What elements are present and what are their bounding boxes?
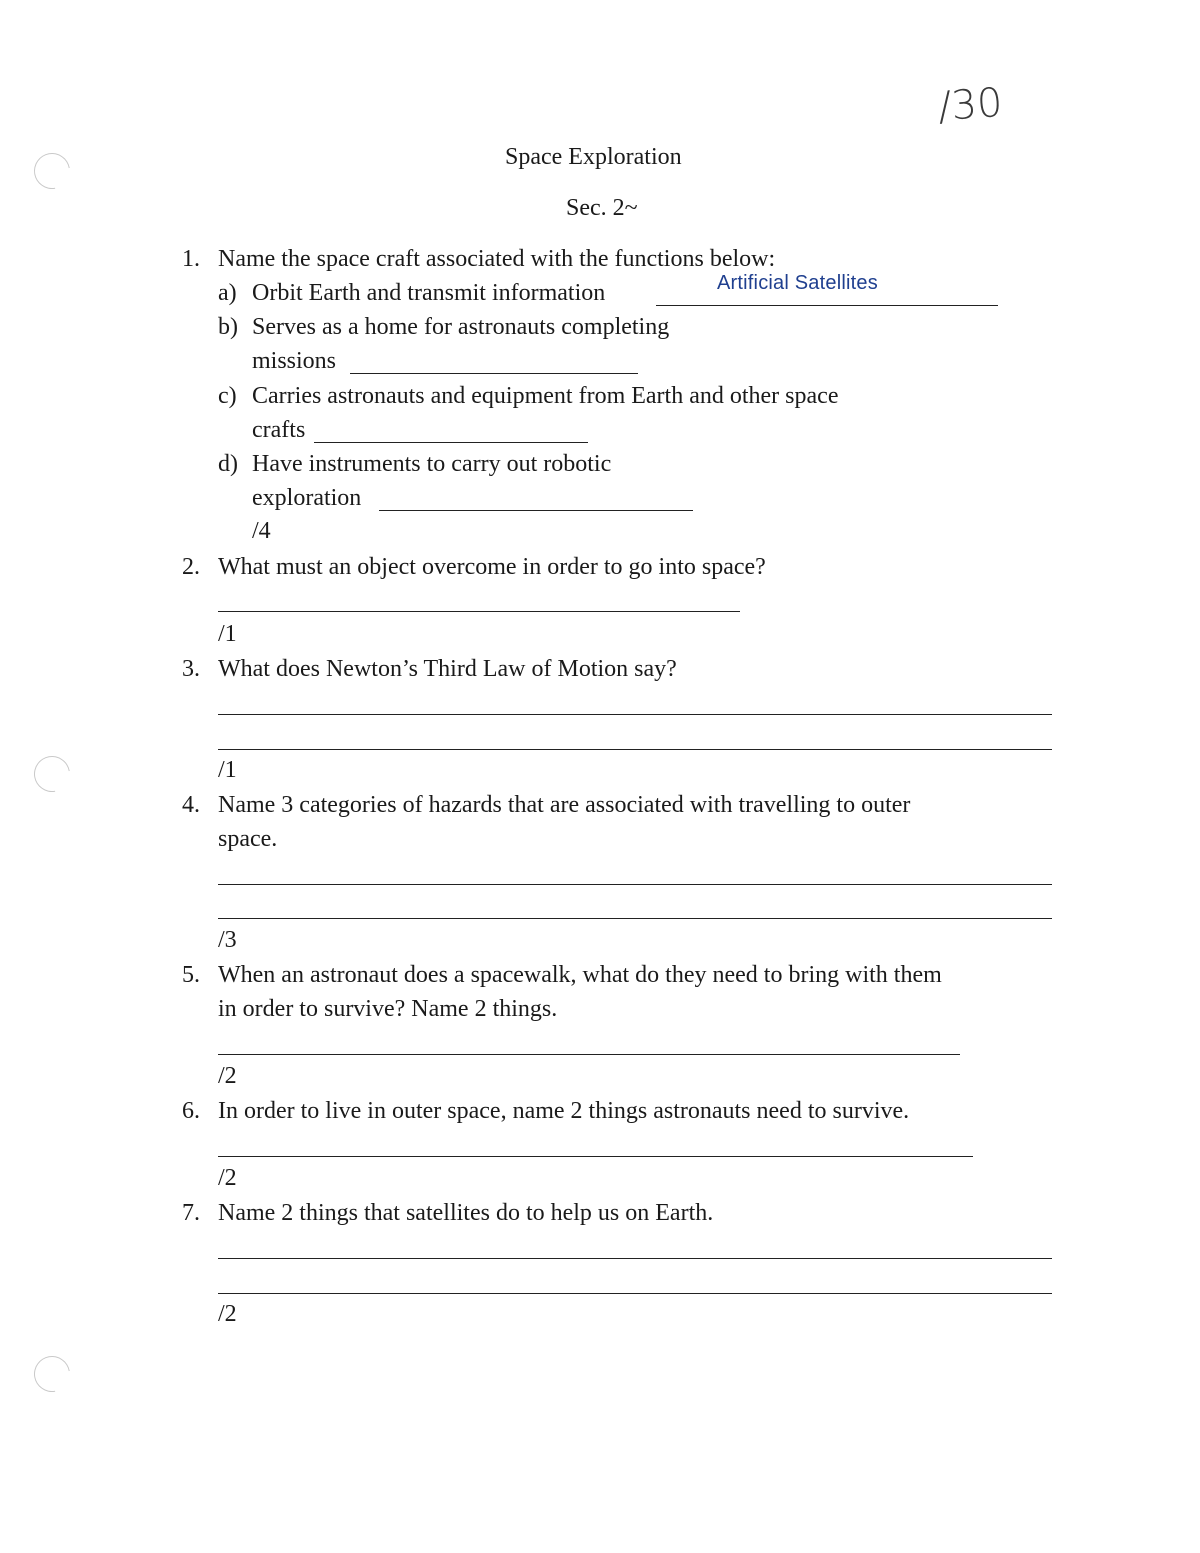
section-label: Sec. 2~ [566, 195, 638, 221]
q1d-answer-line[interactable] [379, 510, 693, 511]
q2-score: /1 [218, 621, 237, 647]
q5-answer-line[interactable] [218, 1054, 960, 1055]
q5-number: 5. [182, 962, 200, 988]
q1c-answer-line[interactable] [314, 442, 588, 443]
q1c-label: c) [218, 383, 237, 409]
q1b-answer-line[interactable] [350, 373, 638, 374]
q1a-answer-text[interactable]: Artificial Satellites [717, 272, 878, 294]
q6-answer-line[interactable] [218, 1156, 973, 1157]
q4-text-line1: Name 3 categories of hazards that are associated with travelling to outer [218, 792, 911, 818]
q7-answer-line-2[interactable] [218, 1293, 1052, 1294]
q1b-text-line2: missions [252, 348, 337, 374]
q2-answer-line[interactable] [218, 611, 740, 612]
q2-text: What must an object overcome in order to go into space? [218, 554, 766, 580]
q4-number: 4. [182, 792, 200, 818]
binder-hole-middle [27, 749, 77, 799]
q1b-text-line1: Serves as a home for astronauts completing [252, 314, 670, 340]
q6-text: In order to live in outer space, name 2 things astronauts need to survive. [218, 1098, 910, 1124]
q7-number: 7. [182, 1200, 200, 1226]
q3-score: /1 [218, 757, 237, 783]
q1a-text: Orbit Earth and transmit information [252, 280, 606, 306]
total-score-mark: /30 [936, 79, 1004, 131]
q7-text: Name 2 things that satellites do to help us on Earth. [218, 1200, 714, 1226]
q4-answer-line-1[interactable] [218, 884, 1052, 885]
q6-score: /2 [218, 1165, 237, 1191]
q7-answer-line-1[interactable] [218, 1258, 1052, 1259]
worksheet-title: Space Exploration [505, 144, 682, 170]
q2-number: 2. [182, 554, 200, 580]
q1a-label: a) [218, 280, 237, 306]
q1c-text-line2: crafts [252, 417, 306, 443]
q1d-text-line1: Have instruments to carry out robotic [252, 451, 612, 477]
q1d-label: d) [218, 451, 238, 477]
q1a-answer-line [656, 305, 998, 306]
q1-number: 1. [182, 246, 200, 272]
q7-score: /2 [218, 1301, 237, 1327]
q6-number: 6. [182, 1098, 200, 1124]
q4-answer-line-2[interactable] [218, 918, 1052, 919]
q3-number: 3. [182, 656, 200, 682]
q3-text: What does Newton’s Third Law of Motion say? [218, 656, 677, 682]
q3-answer-line-2[interactable] [218, 749, 1052, 750]
binder-hole-top [27, 146, 77, 196]
q1b-label: b) [218, 314, 238, 340]
binder-hole-bottom [27, 1349, 77, 1399]
q4-score: /3 [218, 927, 237, 953]
q1d-text-line2: exploration [252, 485, 362, 511]
q5-score: /2 [218, 1063, 237, 1089]
q1c-text-line1: Carries astronauts and equipment from Earth and other space [252, 383, 839, 409]
q1-text: Name the space craft associated with the functions below: [218, 246, 776, 272]
q1-score: /4 [252, 518, 271, 544]
q3-answer-line-1[interactable] [218, 714, 1052, 715]
q5-text-line2: in order to survive? Name 2 things. [218, 996, 558, 1022]
q5-text-line1: When an astronaut does a spacewalk, what do they need to bring with them [218, 962, 942, 988]
q4-text-line2: space. [218, 826, 278, 852]
